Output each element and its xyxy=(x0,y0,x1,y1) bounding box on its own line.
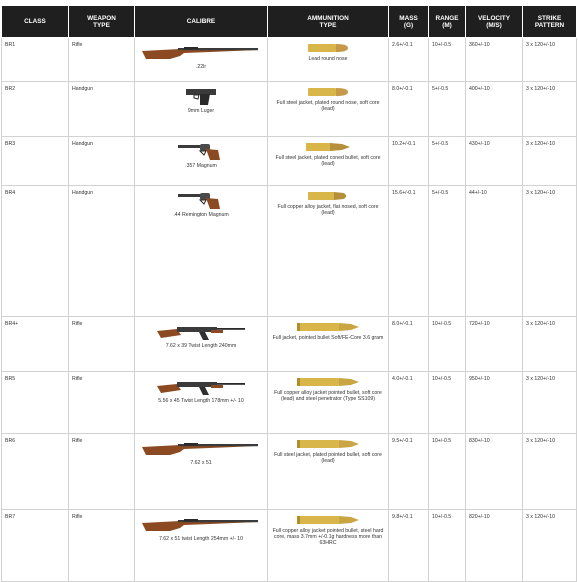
velocity-cell: 360+/-10 xyxy=(466,38,523,82)
header-weapon-type: WEAPON TYPE xyxy=(69,6,135,38)
bolt-action-rifle-icon xyxy=(140,514,262,534)
mass-cell: 10.2+/-0.1 xyxy=(389,137,429,186)
bolt-action-rifle-icon xyxy=(140,42,262,62)
table-row xyxy=(2,510,577,582)
coned-bullet-icon xyxy=(302,141,354,153)
calibre-cell xyxy=(135,186,268,317)
header-range: RANGE (M) xyxy=(429,6,466,38)
mass-cell: 9.5+/-0.1 xyxy=(389,434,429,510)
pointed-cartridge-icon xyxy=(295,438,361,450)
weapon-type-cell: Rifle xyxy=(69,317,135,372)
ammunition-text: Full steel jacket, plated coned bullet, soft core (lead) xyxy=(275,155,381,167)
revolver-icon xyxy=(176,141,226,161)
ammunition-text: Full copper alloy jacket pointed bullet, steel hard core, mass 3.7mm +/-0.1g hardness more than 63HRC xyxy=(272,528,384,546)
mass-cell: 4.0+/-0.1 xyxy=(389,372,429,434)
strike-pattern-cell: 3 x 120+/-10 xyxy=(523,510,577,582)
weapon-type-cell: Rifle xyxy=(69,372,135,434)
header-strike-pattern: STRIKE PATTERN xyxy=(523,6,577,38)
table-body xyxy=(2,38,577,582)
header-velocity: VELOCITY (M/S) xyxy=(466,6,523,38)
mass-cell: 8.0+/-0.1 xyxy=(389,82,429,137)
mass-cell: 15.6+/-0.1 xyxy=(389,186,429,317)
ammunition-text: Full copper alloy jacket, flat nosed, soft core (lead) xyxy=(277,204,379,216)
table-header xyxy=(2,6,577,38)
weapon-type-cell: Rifle xyxy=(69,434,135,510)
header-calibre: CALIBRE xyxy=(135,6,268,38)
ammunition-cell xyxy=(268,510,389,582)
header-mass: MASS (G) xyxy=(389,6,429,38)
ammunition-cell xyxy=(268,317,389,372)
calibre-cell xyxy=(135,82,268,137)
strike-pattern-cell: 3 x 120+/-10 xyxy=(523,82,577,137)
mass-cell: 8.0+/-0.1 xyxy=(389,317,429,372)
calibre-text: 7.62 x 51 twist Length 254mm +/- 10 xyxy=(158,536,244,542)
velocity-cell: 950+/-10 xyxy=(466,372,523,434)
velocity-cell: 400+/-10 xyxy=(466,82,523,137)
ammunition-text: Full steel jacket, plated round nose, soft core (lead) xyxy=(276,100,380,112)
calibre-cell xyxy=(135,38,268,82)
range-cell: 10+/-0.5 xyxy=(429,38,466,82)
range-cell: 10+/-0.5 xyxy=(429,317,466,372)
bolt-action-rifle-icon xyxy=(140,438,262,458)
weapon-type-cell: Handgun xyxy=(69,137,135,186)
range-cell: 5+/-0.5 xyxy=(429,186,466,317)
calibre-cell xyxy=(135,317,268,372)
calibre-text: 7.62 x 39 Twist Length 240mm xyxy=(165,343,237,349)
strike-pattern-cell: 3 x 120+/-10 xyxy=(523,186,577,317)
weapon-type-cell: Handgun xyxy=(69,186,135,317)
strike-pattern-cell: 3 x 120+/-10 xyxy=(523,434,577,510)
pointed-cartridge-icon xyxy=(295,514,361,526)
strike-pattern-cell: 3 x 120+/-10 xyxy=(523,372,577,434)
strike-pattern-cell: 3 x 120+/-10 xyxy=(523,137,577,186)
calibre-text: .44 Remington Magnum xyxy=(173,212,229,218)
ammunition-text: Lead round nose xyxy=(308,56,348,62)
class-cell: BR6 xyxy=(2,434,69,510)
pointed-cartridge-icon xyxy=(295,376,361,388)
velocity-cell: 430+/-10 xyxy=(466,137,523,186)
table-row xyxy=(2,434,577,510)
calibre-cell xyxy=(135,434,268,510)
assault-rifle-icon xyxy=(155,376,247,396)
class-cell: BR4+ xyxy=(2,317,69,372)
class-cell: BR4 xyxy=(2,186,69,317)
calibre-text: 7.62 x 51 xyxy=(190,460,212,466)
calibre-text: 5.56 x 45 Twist Length 178mm +/- 10 xyxy=(158,398,244,404)
pointed-cartridge-icon xyxy=(295,321,361,333)
ammunition-text: Full jacket, pointed bullet Soft/FE-Core 3.6 gram xyxy=(272,335,384,341)
table-row xyxy=(2,82,577,137)
pistol-icon xyxy=(182,86,220,106)
ammunition-cell xyxy=(268,38,389,82)
revolver-icon xyxy=(176,190,226,210)
table-row xyxy=(2,137,577,186)
ammunition-text: Full steel jacket, plated pointed bullet, soft core (lead) xyxy=(274,452,382,464)
strike-pattern-cell: 3 x 120+/-10 xyxy=(523,38,577,82)
weapon-type-cell: Handgun xyxy=(69,82,135,137)
calibre-text: .22lr xyxy=(195,64,207,70)
velocity-cell: 720+/-10 xyxy=(466,317,523,372)
velocity-cell: 820+/-10 xyxy=(466,510,523,582)
velocity-cell: 830+/-10 xyxy=(466,434,523,510)
assault-rifle-icon xyxy=(155,321,247,341)
calibre-text: 9mm Luger xyxy=(187,108,215,114)
flat-nose-bullet-icon xyxy=(302,190,354,202)
range-cell: 5+/-0.5 xyxy=(429,137,466,186)
header-class: CLASS xyxy=(2,6,69,38)
round-nose-bullet-icon xyxy=(302,42,354,54)
table-row xyxy=(2,186,577,317)
ammunition-cell xyxy=(268,434,389,510)
ammunition-cell xyxy=(268,137,389,186)
class-cell: BR1 xyxy=(2,38,69,82)
mass-cell: 9.8+/-0.1 xyxy=(389,510,429,582)
velocity-cell: 44+/-10 xyxy=(466,186,523,317)
table-row xyxy=(2,372,577,434)
class-cell: BR2 xyxy=(2,82,69,137)
ammunition-cell xyxy=(268,186,389,317)
strike-pattern-cell: 3 x 120+/-10 xyxy=(523,317,577,372)
mass-cell: 2.6+/-0.1 xyxy=(389,38,429,82)
range-cell: 10+/-0.5 xyxy=(429,372,466,434)
calibre-cell xyxy=(135,510,268,582)
range-cell: 10+/-0.5 xyxy=(429,434,466,510)
class-cell: BR5 xyxy=(2,372,69,434)
round-nose-bullet-icon xyxy=(302,86,354,98)
table-row xyxy=(2,317,577,372)
table-row xyxy=(2,38,577,82)
ammunition-cell xyxy=(268,372,389,434)
header-row xyxy=(2,6,577,38)
header-ammunition-type: AMMUNITION TYPE xyxy=(268,6,389,38)
class-cell: BR7 xyxy=(2,510,69,582)
calibre-cell xyxy=(135,372,268,434)
weapon-type-cell: Rifle xyxy=(69,38,135,82)
weapon-type-cell: Rifle xyxy=(69,510,135,582)
class-cell: BR3 xyxy=(2,137,69,186)
ballistic-ratings-table xyxy=(1,5,577,582)
range-cell: 5+/-0.5 xyxy=(429,82,466,137)
range-cell: 10+/-0.5 xyxy=(429,510,466,582)
calibre-cell xyxy=(135,137,268,186)
calibre-text: .357 Magnum xyxy=(185,163,217,169)
ammunition-text: Full copper alloy jacket pointed bullet, soft core (lead) and steel penetrator (Type SS109) xyxy=(274,390,382,402)
ammunition-cell xyxy=(268,82,389,137)
